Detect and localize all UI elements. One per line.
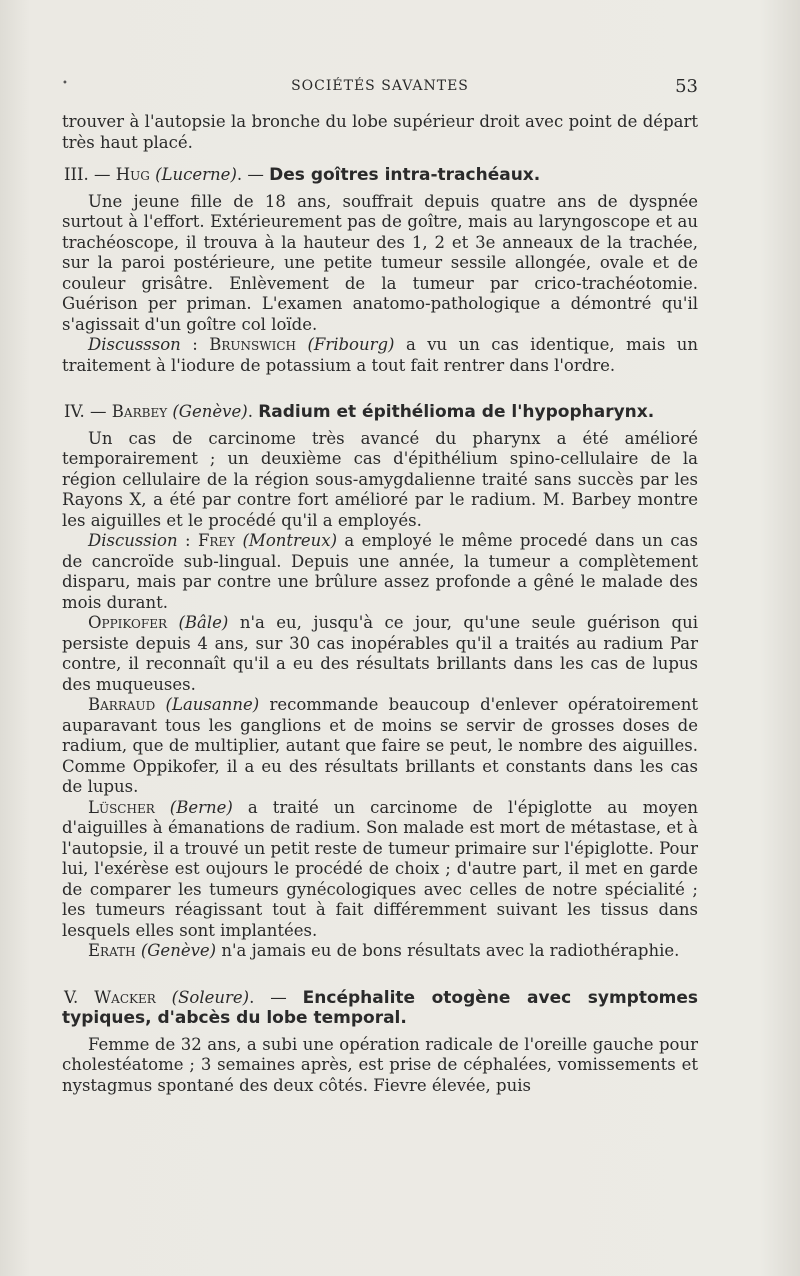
paragraph-continued: trouver à l'autopsie la bronche du lobe supérieur droit avec point de départ très haut placé. [62,112,698,152]
section-4-heading: IV. — Barbey (Genève). Radium et épithélioma de l'hypopharynx. [64,402,655,422]
author-name: Lüscher [88,797,155,817]
header-title: SOCIÉTÉS SAVANTES [291,78,469,94]
author-name: Oppikofer [88,613,168,632]
author-city: (Genève) [172,402,248,421]
paragraph: Barraud (Lausanne) recommande beaucoup d'enlever opératoirement auparavant tous les ganglions et de moins se servir de grosses doses de radium, que de multiplier, autant que faire se peut, le nombre des aiguilles. Comme Oppikofer, il a eu des résultats brillants et constants dans les cas de lupus. [62,695,698,796]
section-title: Radium et épithélioma de l'hypopharynx. [258,402,655,422]
paragraph: Une jeune fille de 18 ans, souffrait depuis quatre ans de dyspnée surtout à l'effort. Extérieurement pas de goître, mais au laryngoscope et au trachéoscope, il trouva à la hauteur des 1, 2 et 3e anneaux de la trachée, sur la paroi postérieure, une petite tumeur sessile allongée, ovale et de couleur grisâtre. Enlèvement de la tumeur par crico-trachéotomie. Guérison per priman. L'examen anatomo-pathologique a démontré qu'il s'agissait d'un goître col loïde. [62,191,698,334]
author-city: (Lausanne) [165,695,260,714]
author-name: Barraud [88,695,156,714]
paragraph: Lüscher (Berne) a traité un carcinome de l'épiglotte au moyen d'aiguilles à émanations de radium. Son malade est mort de métastase, et à l'autopsie, il a trouvé un petit reste de tumeur primaire sur l'épiglotte. Pour lui, l'exérèse est oujours le procédé de choix ; d'autre part, il met en garde de comparer les tumeurs gynécologiques avec celles de notre spécialité ; les tumeurs réagissant tout à fait différemment suivant les tissus dans lesquels elles sont implantées. [62,797,698,940]
section-title: Encéphalite otogène avec symptomes typiques, d'abcès du lobe temporal. [62,987,698,1028]
author-name: Brunswich [209,335,296,354]
section-3-heading: III. — Hug (Lucerne). — Des goîtres intra-trachéaux. [64,165,541,185]
page-number: 53 [675,76,698,97]
section-5-heading: V. Wacker (Soleure). — Encéphalite otogène avec symptomes typiques, d'abcès du lobe temporal. [62,987,698,1028]
author-name: Barbey [111,402,168,421]
discussion-paragraph: Discussion : Frey (Montreux) a employé le même procedé dans un cas de cancroïde sub-lingual. Depuis une année, la tumeur a complètement disparu, mais par contre une brûlure assez profonde a gêné le malade des mois durant. [62,531,698,612]
paragraph: Un cas de carcinome très avancé du pharynx a été amélioré temporairement ; un deuxième cas d'épithélium spino-cellulaire de la région cellulaire de la région sous-amygdalienne traité sans succès par les Rayons X, a été par contre fort amélioré par le radium. M. Barbey montre les aiguilles et le procédé qu'il a employés. [62,428,698,530]
article-body [62,112,698,1096]
author-name: Hug [115,165,150,184]
running-header [62,76,698,100]
paragraph: Erath (Genève) n'a jamais eu de bons résultats avec la radiothéraphie. [88,941,680,960]
author-city: (Soleure) [171,987,250,1007]
author-city: (Fribourg) [307,335,395,354]
author-city: (Bâle) [178,613,229,632]
paragraph: Femme de 32 ans, a subi une opération radicale de l'oreille gauche pour cholestéatome ; 3 semaines après, est prise de céphalées, vomissements et nystagmus spontané des deux côtés. Fievre élevée, puis [62,1034,698,1095]
author-city: (Genève) [140,941,217,960]
author-city: (Berne) [169,797,233,817]
author-name: Frey [197,531,236,550]
author-name: Wacker [94,987,156,1007]
paragraph: Oppikofer (Bâle) n'a eu, jusqu'à ce jour, qu'une seule guérison qui persiste depuis 4 ans, sur 30 cas inopérables qu'il a traités au radium Par contre, il reconnaît qu'il a eu des résultats brillants dans les cas de lupus des muqueuses. [62,613,699,694]
discussion-paragraph: Discussson : Brunswich (Fribourg) a vu un cas identique, mais un traitement à l'iodure de potassium a tout fait rentrer dans l'ordre. [62,335,698,375]
author-name: Erath [88,941,136,960]
section-title: Des goîtres intra-trachéaux. [269,165,541,185]
author-city: (Montreux) [242,531,338,550]
ornament: • [62,78,68,89]
author-city: (Lucerne) [155,165,237,184]
